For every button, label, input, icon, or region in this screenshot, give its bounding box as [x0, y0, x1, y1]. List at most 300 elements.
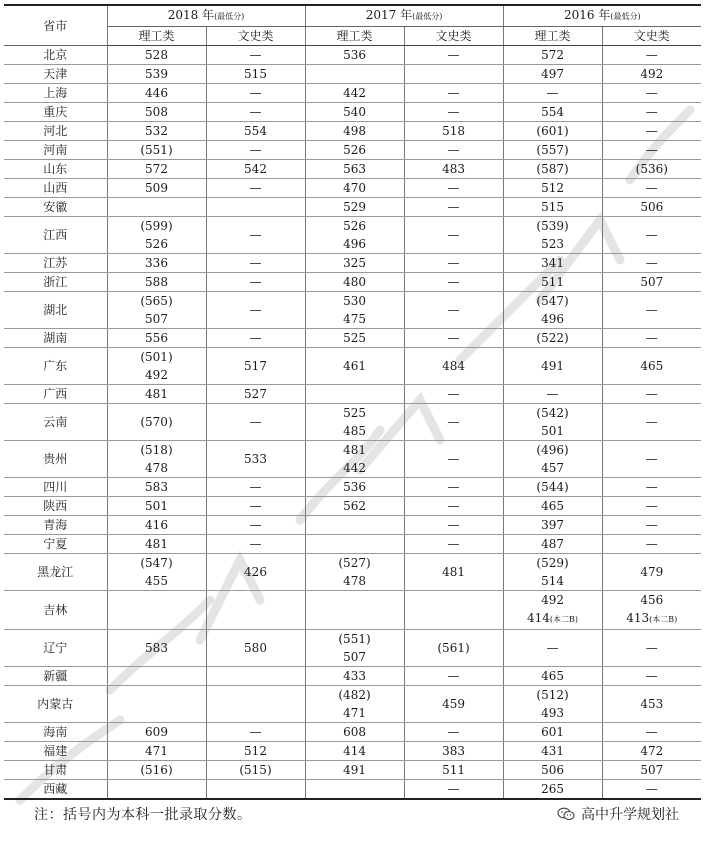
score-value: 472	[640, 744, 664, 758]
score-cell	[206, 630, 305, 667]
province-cell: 北京	[4, 46, 107, 65]
score-cell	[305, 179, 404, 198]
score-value: 526	[343, 143, 366, 157]
wechat-icon	[557, 807, 575, 821]
score-value: 491	[343, 763, 366, 777]
score-cell	[305, 497, 404, 516]
score-value: 480	[343, 275, 366, 289]
score-cell	[107, 404, 206, 441]
score-cell	[206, 348, 305, 385]
province-cell: 山东	[4, 160, 107, 179]
score-value: —	[645, 228, 658, 242]
score-value: 481	[145, 387, 168, 401]
score-cell	[602, 254, 701, 273]
score-value: (599)	[140, 219, 173, 233]
score-value: —	[249, 331, 262, 345]
province-cell: 宁夏	[4, 535, 107, 554]
score-cell	[305, 65, 404, 84]
score-value: 588	[145, 275, 168, 289]
score-value: 442	[343, 461, 366, 475]
batch-note: (本二B)	[549, 615, 579, 624]
score-value: 461	[343, 359, 366, 373]
province-cell: 广东	[4, 348, 107, 385]
score-value: 523	[541, 237, 564, 251]
score-value: 554	[244, 124, 267, 138]
score-cell	[305, 686, 404, 723]
score-value: —	[645, 669, 658, 683]
table-row	[4, 292, 701, 329]
table-row	[4, 348, 701, 385]
brand	[557, 804, 679, 824]
score-cell	[602, 404, 701, 441]
score-value: (527)	[338, 556, 371, 570]
score-cell	[305, 441, 404, 478]
score-value: 413(本二B)	[626, 611, 678, 625]
year-header	[107, 5, 305, 27]
year-note: (最低分)	[214, 12, 245, 21]
score-cell	[503, 554, 602, 591]
score-value: —	[249, 228, 262, 242]
batch-note: (本二B)	[649, 615, 678, 624]
score-value: 431	[541, 744, 564, 758]
score-value: 492	[541, 593, 564, 607]
score-value: 416	[145, 518, 168, 532]
score-value: —	[249, 143, 262, 157]
score-value: —	[447, 415, 460, 429]
score-cell	[206, 554, 305, 591]
score-cell	[503, 761, 602, 780]
table-row	[4, 441, 701, 478]
table-row	[4, 497, 701, 516]
score-value: 455	[145, 574, 168, 588]
table-row	[4, 217, 701, 254]
score-value: 481	[343, 443, 366, 457]
table-row	[4, 329, 701, 348]
score-value: —	[645, 303, 658, 317]
score-cell	[107, 535, 206, 554]
score-value: 608	[343, 725, 366, 739]
score-cell	[206, 273, 305, 292]
score-cell	[206, 723, 305, 742]
score-cell	[602, 780, 701, 800]
score-cell	[404, 497, 503, 516]
score-value: 426	[244, 565, 267, 579]
score-cell	[305, 780, 404, 800]
score-value: —	[447, 200, 460, 214]
score-value: —	[645, 105, 658, 119]
score-value: 511	[541, 275, 564, 289]
table-row	[4, 46, 701, 65]
score-value: —	[249, 181, 262, 195]
score-value: —	[546, 86, 559, 100]
score-cell	[107, 160, 206, 179]
score-cell	[503, 478, 602, 497]
score-cell	[107, 478, 206, 497]
table-row	[4, 254, 701, 273]
score-value: 491	[541, 359, 564, 373]
score-table-body	[4, 46, 701, 800]
score-value: 554	[541, 105, 564, 119]
score-value: (516)	[140, 763, 173, 777]
score-cell	[305, 554, 404, 591]
score-cell	[206, 198, 305, 217]
score-cell	[206, 122, 305, 141]
score-value: 397	[541, 518, 564, 532]
score-value: —	[645, 387, 658, 401]
score-cell	[107, 630, 206, 667]
score-cell	[305, 292, 404, 329]
score-cell	[503, 516, 602, 535]
score-value: (542)	[536, 406, 569, 420]
score-value: 539	[145, 67, 168, 81]
score-value: —	[447, 537, 460, 551]
score-value: 498	[343, 124, 366, 138]
score-value: 492	[640, 67, 664, 81]
score-value: —	[447, 303, 460, 317]
score-value: (544)	[536, 480, 569, 494]
table-row	[4, 761, 701, 780]
score-cell	[503, 198, 602, 217]
score-cell	[404, 761, 503, 780]
score-value: —	[645, 518, 658, 532]
score-value: (547)	[536, 294, 569, 308]
score-cell	[503, 160, 602, 179]
score-cell	[305, 591, 404, 630]
score-cell	[206, 742, 305, 761]
province-cell: 福建	[4, 742, 107, 761]
score-value: —	[645, 480, 658, 494]
score-cell	[107, 385, 206, 404]
province-cell: 云南	[4, 404, 107, 441]
score-value: (529)	[536, 556, 569, 570]
score-cell	[107, 254, 206, 273]
province-cell: 湖北	[4, 292, 107, 329]
score-cell	[107, 348, 206, 385]
score-value: 532	[145, 124, 168, 138]
score-cell	[404, 554, 503, 591]
year-note: (最低分)	[412, 12, 443, 21]
score-cell	[503, 46, 602, 65]
score-value: —	[546, 641, 559, 655]
score-cell	[404, 516, 503, 535]
score-value: 536	[343, 480, 366, 494]
score-value: 507	[640, 763, 664, 777]
year-label: 2017 年	[365, 8, 413, 22]
score-value: (551)	[338, 632, 371, 646]
score-cell	[107, 723, 206, 742]
score-cell	[503, 103, 602, 122]
score-cell	[305, 535, 404, 554]
score-cell	[305, 46, 404, 65]
score-cell	[404, 141, 503, 160]
score-cell	[602, 554, 701, 591]
score-value: —	[447, 669, 460, 683]
score-value: 336	[145, 256, 168, 270]
table-row	[4, 478, 701, 497]
score-cell	[305, 141, 404, 160]
score-value: 383	[442, 744, 465, 758]
score-value: (547)	[140, 556, 173, 570]
score-cell	[305, 217, 404, 254]
score-value: 526	[145, 237, 168, 251]
score-value: —	[249, 499, 262, 513]
score-cell	[404, 591, 503, 630]
score-table-container	[4, 4, 701, 800]
score-cell	[206, 160, 305, 179]
score-cell	[602, 723, 701, 742]
score-cell	[206, 65, 305, 84]
score-cell	[206, 292, 305, 329]
table-row	[4, 273, 701, 292]
score-cell	[503, 292, 602, 329]
table-row	[4, 404, 701, 441]
score-cell	[305, 198, 404, 217]
score-cell	[404, 723, 503, 742]
table-row	[4, 84, 701, 103]
score-cell	[503, 723, 602, 742]
score-cell	[206, 780, 305, 800]
score-value: —	[645, 86, 658, 100]
score-value: —	[645, 725, 658, 739]
score-cell	[602, 141, 701, 160]
score-value: 457	[541, 461, 564, 475]
table-row	[4, 141, 701, 160]
score-cell	[107, 141, 206, 160]
score-value: 483	[442, 162, 465, 176]
table-row	[4, 103, 701, 122]
score-value: —	[249, 415, 262, 429]
table-row	[4, 160, 701, 179]
province-cell: 四川	[4, 478, 107, 497]
score-cell	[305, 254, 404, 273]
score-cell	[503, 122, 602, 141]
province-cell: 青海	[4, 516, 107, 535]
score-cell	[503, 348, 602, 385]
score-value: 525	[343, 331, 366, 345]
score-value: —	[249, 303, 262, 317]
score-value: —	[447, 331, 460, 345]
province-cell: 天津	[4, 65, 107, 84]
footnote: 注：括号内为本科一批录取分数。	[34, 807, 252, 823]
table-row	[4, 122, 701, 141]
score-value: —	[447, 480, 460, 494]
province-cell: 湖南	[4, 329, 107, 348]
score-cell	[404, 84, 503, 103]
score-cell	[503, 535, 602, 554]
score-cell	[305, 404, 404, 441]
province-cell: 安徽	[4, 198, 107, 217]
score-value: 572	[541, 48, 564, 62]
score-cell	[602, 516, 701, 535]
score-value: 542	[244, 162, 267, 176]
score-value: 414(本二B)	[527, 611, 579, 625]
province-cell: 贵州	[4, 441, 107, 478]
score-cell	[503, 254, 602, 273]
score-value: 465	[541, 499, 564, 513]
score-cell	[404, 254, 503, 273]
score-cell	[305, 160, 404, 179]
score-value: 481	[442, 565, 465, 579]
score-value: 456	[640, 593, 664, 607]
score-cell	[602, 160, 701, 179]
score-value: 501	[145, 499, 168, 513]
score-value: 478	[343, 574, 366, 588]
score-value: 514	[541, 574, 564, 588]
score-cell	[602, 348, 701, 385]
score-value: 485	[343, 424, 366, 438]
score-cell	[107, 273, 206, 292]
province-cell: 海南	[4, 723, 107, 742]
score-value: 471	[145, 744, 168, 758]
score-value: —	[249, 256, 262, 270]
score-value: 556	[145, 331, 168, 345]
score-value: 518	[442, 124, 465, 138]
score-value: —	[447, 518, 460, 532]
table-row	[4, 385, 701, 404]
score-value: 572	[145, 162, 168, 176]
score-cell	[404, 122, 503, 141]
score-value: 509	[145, 181, 168, 195]
score-value: 484	[442, 359, 465, 373]
table-row	[4, 554, 701, 591]
score-cell	[602, 385, 701, 404]
score-value: (501)	[140, 350, 173, 364]
score-cell	[503, 441, 602, 478]
score-cell	[107, 742, 206, 761]
score-cell	[305, 103, 404, 122]
score-cell	[404, 46, 503, 65]
score-cell	[206, 686, 305, 723]
province-cell: 山西	[4, 179, 107, 198]
score-value: 508	[145, 105, 168, 119]
year-header	[503, 5, 701, 27]
score-value: 492	[145, 368, 168, 382]
score-value: 526	[343, 219, 366, 233]
province-cell: 甘肃	[4, 761, 107, 780]
score-value: 433	[343, 669, 366, 683]
score-value: —	[249, 725, 262, 739]
score-value: 517	[244, 359, 267, 373]
score-cell	[602, 478, 701, 497]
category-header-row	[4, 27, 701, 46]
table-row	[4, 198, 701, 217]
score-value: 507	[145, 312, 168, 326]
score-cell	[602, 122, 701, 141]
score-cell	[305, 273, 404, 292]
score-value: —	[447, 228, 460, 242]
score-cell	[206, 103, 305, 122]
score-cell	[206, 84, 305, 103]
score-value: 580	[244, 641, 267, 655]
score-cell	[404, 385, 503, 404]
score-value: —	[645, 782, 658, 796]
province-header: 省市	[4, 5, 107, 46]
score-value: 512	[541, 181, 564, 195]
score-value: (561)	[437, 641, 470, 655]
score-value: 530	[343, 294, 366, 308]
province-cell: 吉林	[4, 591, 107, 630]
score-value: 601	[541, 725, 564, 739]
score-value: 525	[343, 406, 366, 420]
score-value: 341	[541, 256, 564, 270]
score-value: (557)	[536, 143, 569, 157]
score-cell	[503, 273, 602, 292]
score-cell	[602, 667, 701, 686]
score-cell	[305, 122, 404, 141]
score-value: 511	[442, 763, 465, 777]
province-cell: 重庆	[4, 103, 107, 122]
score-cell	[404, 292, 503, 329]
score-cell	[107, 84, 206, 103]
score-value: 515	[541, 200, 564, 214]
score-value: —	[249, 48, 262, 62]
score-cell	[503, 686, 602, 723]
score-value: 414	[343, 744, 366, 758]
score-value: 562	[343, 499, 366, 513]
score-value: (536)	[635, 162, 668, 176]
table-row	[4, 516, 701, 535]
score-cell	[404, 630, 503, 667]
score-value: (565)	[140, 294, 173, 308]
score-cell	[107, 554, 206, 591]
province-cell: 广西	[4, 385, 107, 404]
score-cell	[602, 217, 701, 254]
table-row	[4, 667, 701, 686]
score-value: 528	[145, 48, 168, 62]
province-cell: 新疆	[4, 667, 107, 686]
score-value: 496	[343, 237, 366, 251]
score-value: —	[249, 518, 262, 532]
score-cell	[404, 348, 503, 385]
score-cell	[602, 84, 701, 103]
score-value: (496)	[536, 443, 569, 457]
score-cell	[107, 441, 206, 478]
score-cell	[503, 84, 602, 103]
table-row	[4, 630, 701, 667]
score-value: 470	[343, 181, 366, 195]
score-value: (515)	[239, 763, 272, 777]
score-cell	[404, 179, 503, 198]
score-cell	[206, 141, 305, 160]
score-cell	[107, 667, 206, 686]
score-value: —	[645, 48, 658, 62]
table-row	[4, 591, 701, 630]
year-label: 2016 年	[563, 8, 611, 22]
score-cell	[503, 591, 602, 630]
score-cell	[107, 217, 206, 254]
score-cell	[404, 478, 503, 497]
score-value: —	[447, 48, 460, 62]
score-value: 501	[541, 424, 564, 438]
score-value: —	[447, 782, 460, 796]
score-cell	[404, 742, 503, 761]
table-row	[4, 742, 701, 761]
score-cell	[602, 46, 701, 65]
score-value: —	[249, 537, 262, 551]
score-value: —	[249, 86, 262, 100]
score-value: 506	[640, 200, 664, 214]
score-value: 465	[541, 669, 564, 683]
score-cell	[206, 254, 305, 273]
score-value: —	[645, 537, 658, 551]
score-cell	[206, 667, 305, 686]
score-cell	[602, 65, 701, 84]
score-cell	[602, 198, 701, 217]
score-value: 583	[145, 641, 168, 655]
score-cell	[107, 780, 206, 800]
score-cell	[107, 591, 206, 630]
score-cell	[107, 516, 206, 535]
